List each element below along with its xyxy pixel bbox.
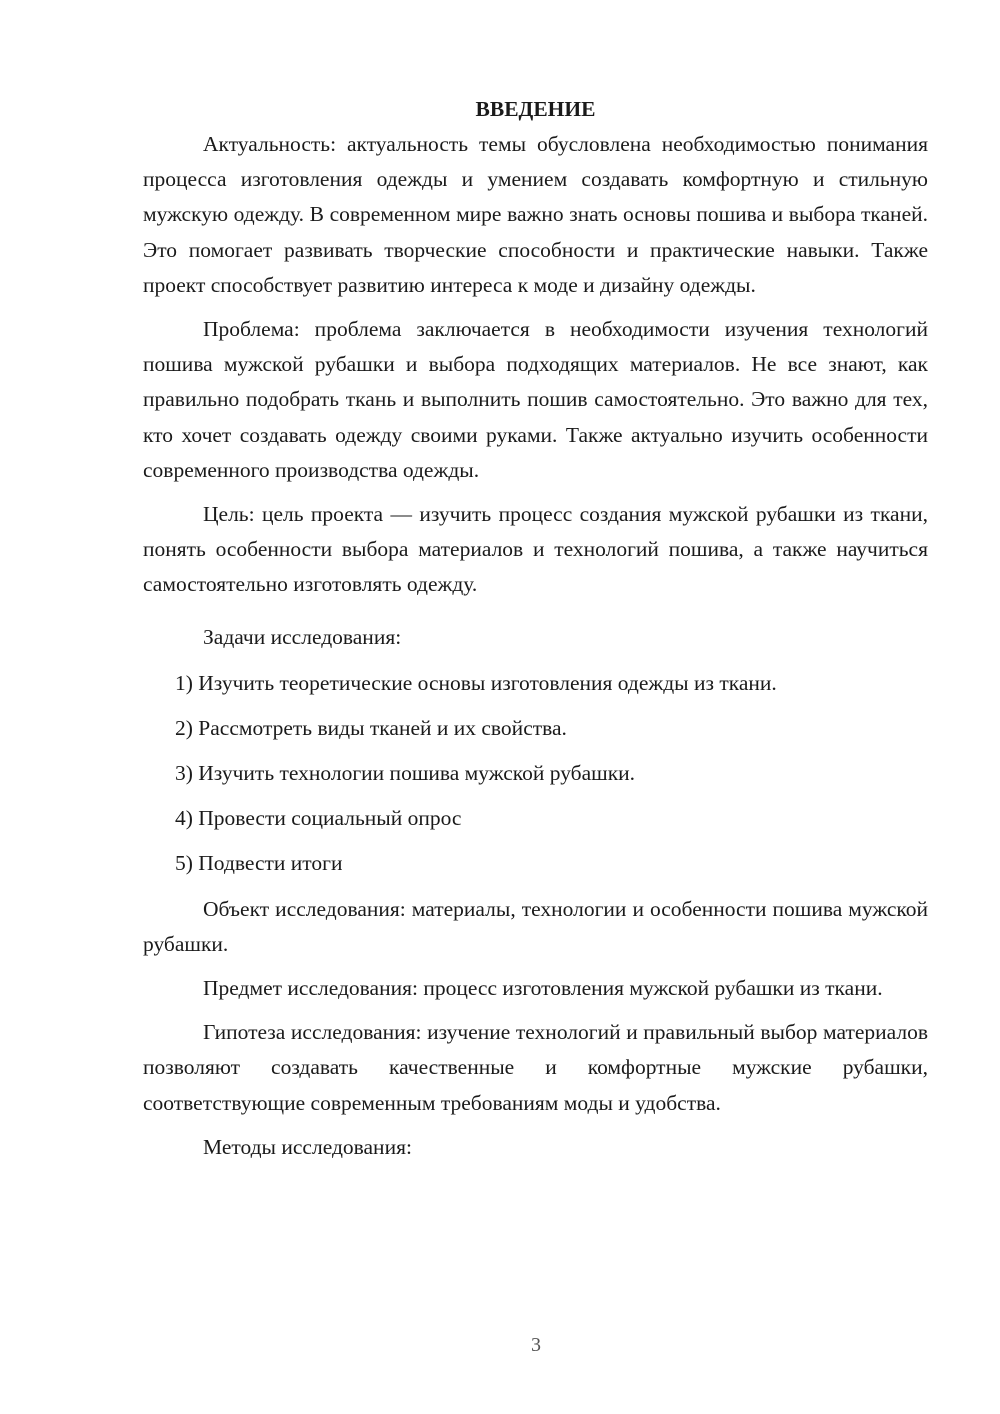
paragraph-hypothesis: Гипотеза исследования: изучение технологий и правильный выбор материалов позволяют создавать качественные и комфортные мужские рубашки, соответствующие современным требованиям моды и удобства. xyxy=(143,1020,928,1115)
page-number: 3 xyxy=(531,1334,541,1356)
paragraph-problem: Проблема: проблема заключается в необходимости изучения технологий пошива мужской рубашки и выбора подходящих материалов. Не все знают, как правильно подобрать ткань и выполнить пошив самостоятельно. Это важно для тех, кто хочет создавать одежду своими руками. Также актуально изучить особенности современного производства одежды. xyxy=(143,317,928,482)
paragraph-subject: Предмет исследования: процесс изготовления мужской рубашки из ткани. xyxy=(203,976,883,1001)
section-title: ВВЕДЕНИЕ xyxy=(475,97,596,121)
tasks-heading: Задачи исследования: xyxy=(203,624,402,649)
paragraph-goal: Цель: цель проекта — изучить процесс создания мужской рубашки из ткани, понять особенности выбора материалов и технологий пошива, а также научиться самостоятельно изготовлять одежду. xyxy=(143,502,928,597)
paragraph-object: Объект исследования: материалы, технологии и особенности пошива мужской рубашки. xyxy=(143,896,928,956)
task-item-4: 4) Провести социальный опрос xyxy=(175,805,462,830)
paragraph-spacer xyxy=(143,488,928,497)
paragraph-spacer xyxy=(143,962,928,971)
paragraph-spacer xyxy=(143,1006,928,1015)
paragraph-relevance: Актуальность: актуальность темы обусловлена необходимостью понимания процесса изготовления одежды и умением создавать комфортную и стильную мужскую одежду. В современном мире важно знать основы пошива и выбора тканей. Это помогает развивать творческие способности и практические навыки. Также проект способствует развитию интереса к моде и дизайну одежды. xyxy=(143,132,928,297)
document-page xyxy=(143,92,928,1165)
task-item-3: 3) Изучить технологии пошива мужской рубашки. xyxy=(175,760,636,785)
paragraph-spacer xyxy=(143,303,928,312)
task-item-5: 5) Подвести итоги xyxy=(175,850,343,875)
task-item-2: 2) Рассмотреть виды тканей и их свойства. xyxy=(175,715,567,740)
methods-heading: Методы исследования: xyxy=(203,1134,412,1159)
task-item-1: 1) Изучить теоретические основы изготовления одежды из ткани. xyxy=(175,670,777,695)
tasks-list xyxy=(143,661,928,886)
paragraph-spacer xyxy=(143,1121,928,1130)
